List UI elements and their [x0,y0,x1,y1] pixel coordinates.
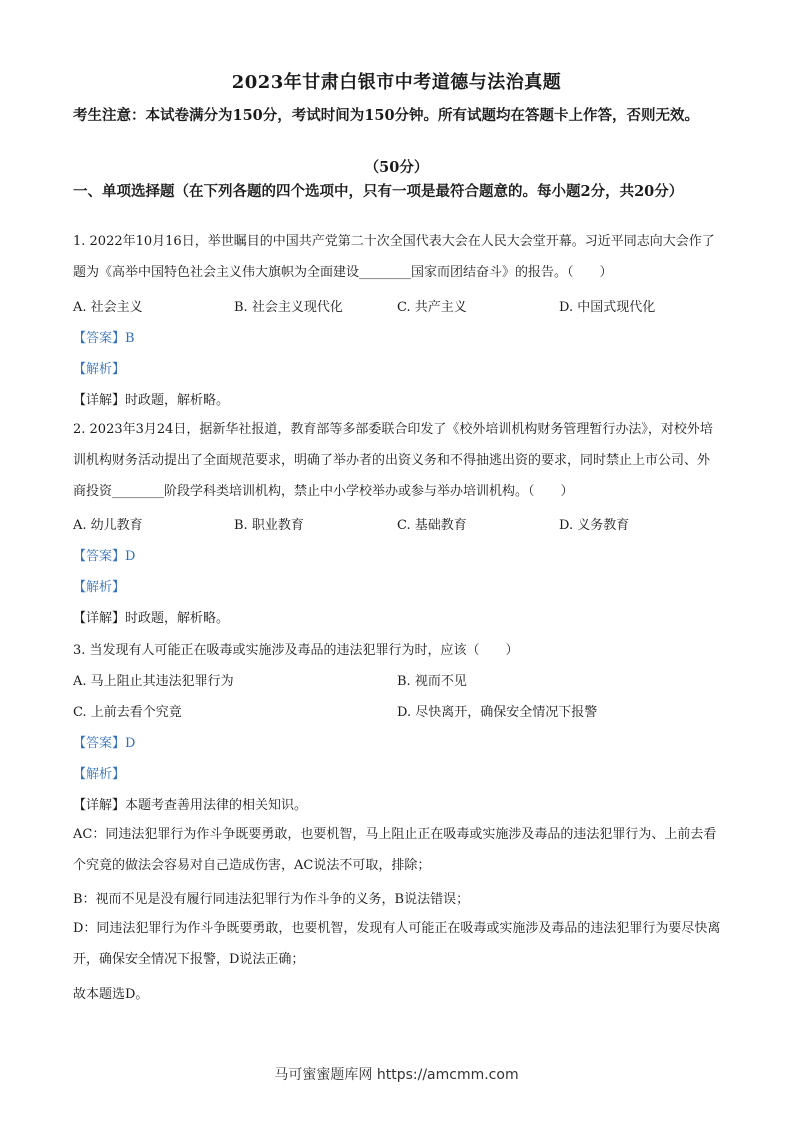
question-2-analysis-label: 【解析】 [73,580,126,595]
question-3-option-b: B. 视而不见 [397,674,467,689]
question-3-option-a: A. 马上阻止其违法犯罪行为 [73,674,234,689]
question-1-option-a: A. 社会主义 [73,300,143,315]
question-1-detail: 【详解】时政题，解析略。 [73,393,230,408]
question-1-option-b: B. 社会主义现代化 [234,300,343,315]
question-3-analysis-d: D：同违法犯罪行为作斗争既要勇敢，也要机智，发现有人可能正在吸毒或实施涉及毒品的违法犯罪行为要尽快离开，确保安全情况下报警，D说法正确； [73,921,721,967]
question-2-option-b: B. 职业教育 [234,518,304,533]
footer-watermark: 马可蜜蜜题库网 https://amcmm.com [274,1067,519,1083]
question-2-option-c: C. 基础教育 [397,518,467,533]
question-3-analysis-ac: AC：同违法犯罪行为作斗争既要勇敢，也要机智，马上阻止正在吸毒或实施涉及毒品的违法犯罪行为、上前去看个究竟的做法会容易对自己造成伤害，AC说法不可取，排除； [73,827,717,873]
question-3-analysis-label: 【解析】 [73,767,126,782]
question-3-stem: 3. 当发现有人可能正在吸毒或实施涉及毒品的违法犯罪行为时，应该（ ） [73,643,519,658]
question-3-option-c: C. 上前去看个究竟 [73,705,182,720]
question-3-conclusion: 故本题选D。 [73,987,149,1002]
question-1-option-d: D. 中国式现代化 [559,300,656,315]
question-2-detail: 【详解】时政题，解析略。 [73,611,230,626]
question-1-answer: 【答案】B [73,331,135,346]
question-1-analysis-label: 【解析】 [73,362,126,377]
question-1-stem: 1. 2022年10月16日，举世瞩目的中国共产党第二十次全国代表大会在人民大会堂开幕。习近平同志向大会作了题为《高举中国特色社会主义伟大旗帜为全面建设________国家而团结奋斗》的报告。（ ） [73,234,715,280]
section-score: （50分） [364,159,429,176]
page-title: 2023年甘肃白银市中考道德与法治真题 [231,72,562,93]
question-2-option-d: D. 义务教育 [559,518,630,533]
question-1-option-c: C. 共产主义 [397,300,467,315]
question-3-option-d: D. 尽快离开，确保安全情况下报警 [397,705,598,720]
question-2-answer: 【答案】D [73,549,136,564]
question-2-option-a: A. 幼儿教育 [73,518,143,533]
exam-notice: 考生注意：本试卷满分为150分，考试时间为150分钟。所有试题均在答题卡上作答，否则无效。 [73,107,700,124]
question-2-stem: 2. 2023年3月24日，据新华社报道，教育部等多部委联合印发了《校外培训机构财务管理暂行办法》，对校外培训机构财务活动提出了全面规范要求，明确了举办者的出资义务和不得抽逃出资的要求，同时禁止上市公司、外商投资________阶段学科类培训机构，禁止中小学校举办或参与举办培训机构。（ ） [73,422,713,499]
question-3-analysis-b: B：视而不见是没有履行同违法犯罪行为作斗争的义务，B说法错误； [73,892,470,907]
question-3-answer: 【答案】D [73,736,136,751]
question-3-detail: 【详解】本题考查善用法律的相关知识。 [73,798,308,813]
section-heading: 一、单项选择题（在下列各题的四个选项中，只有一项是最符合题意的。每小题2分，共20分） [73,183,684,200]
